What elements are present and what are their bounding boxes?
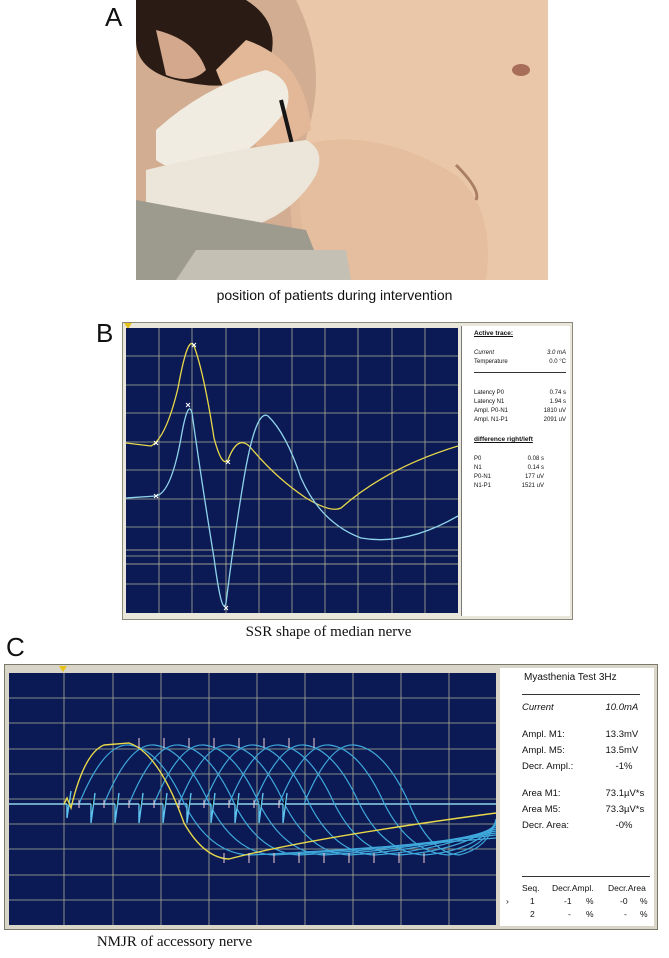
b-current-value: 3.0 mA: [546, 350, 566, 356]
b-ampl-p0n1-label: Ampl. P0-N1: [474, 408, 509, 414]
c-area-m1-label: Area M1:: [522, 788, 561, 799]
b-diff-n1-value: 0.14 s: [527, 465, 544, 471]
c-ampl-m5-unit: mV: [624, 745, 639, 756]
c-decr-area-value: -0: [615, 820, 624, 831]
c-row2-ampl-unit: %: [586, 909, 594, 919]
active-trace-heading: Active trace:: [474, 330, 514, 337]
c-area-m5-unit: µV*s: [624, 804, 645, 815]
c-row1-ampl-unit: %: [586, 896, 594, 906]
panel-c-marker-icon: [59, 666, 67, 672]
c-ampl-m5-label: Ampl. M5:: [522, 745, 565, 756]
panel-b-letter: B: [96, 318, 114, 348]
c-divider: [522, 694, 640, 695]
b-temperature-value: 0.0 °C: [549, 359, 566, 365]
panel-b-traces: [126, 328, 458, 613]
b-current-label: Current: [474, 350, 495, 356]
c-decr-ampl-value: -1: [615, 761, 624, 772]
c-current-value: 10.0: [605, 702, 624, 713]
b-ampl-n1p1-label: Ampl. N1-P1: [474, 417, 509, 423]
b-latency-p0-label: Latency P0: [474, 390, 505, 396]
c-row1-area: -0: [620, 896, 628, 906]
selected-row-marker-icon: ›: [506, 896, 509, 906]
c-ampl-m1-value: 13.3: [605, 729, 624, 740]
b-diff-n1p1-label: N1-P1: [474, 483, 492, 489]
c-row1-ampl: -1: [564, 896, 572, 906]
b-latency-n1-label: Latency N1: [474, 399, 505, 405]
c-area-m5-value: 73.3: [605, 804, 624, 815]
c-ampl-m1-unit: mV: [624, 729, 639, 740]
b-diff-n1p1-value: 1521 uV: [521, 483, 544, 489]
panel-c-caption: NMJR of accessory nerve: [96, 934, 253, 950]
b-latency-n1-value: 1.94 s: [549, 399, 566, 405]
c-decr-area-label: Decr. Area:: [522, 820, 569, 831]
b-divider: [474, 372, 566, 373]
c-area-m1-unit: µV*s: [624, 788, 645, 799]
c-seq-divider: [522, 876, 650, 877]
c-decr-area-header: Decr.Area: [608, 883, 646, 893]
c-decr-area-unit: %: [624, 820, 633, 831]
c-row2-area: -: [624, 909, 627, 919]
c-decr-ampl-unit: %: [624, 761, 633, 772]
b-diff-p0-label: P0: [474, 456, 482, 462]
b-temperature-label: Temperature: [474, 359, 508, 365]
c-area-m1-value: 73.1: [605, 788, 624, 799]
b-diff-p0-value: 0.08 s: [527, 456, 544, 462]
panel-c-info-panel: [500, 668, 654, 926]
panel-c-oscilloscope: [9, 673, 496, 925]
c-seq-header: Seq.: [522, 883, 540, 893]
panel-b-oscilloscope: [126, 328, 458, 613]
c-current-label: Current: [522, 702, 554, 713]
c-area-m5-label: Area M5:: [522, 804, 561, 815]
c-row2-ampl: -: [568, 909, 571, 919]
c-test-title: Myasthenia Test 3Hz: [524, 672, 617, 683]
c-decr-ampl-label: Decr. Ampl.:: [522, 761, 574, 772]
panel-c-letter: C: [6, 632, 25, 662]
c-row2-area-unit: %: [640, 909, 648, 919]
b-ampl-p0n1-value: 1810 uV: [543, 408, 566, 414]
panel-a-letter: A: [105, 2, 123, 32]
c-ampl-m1-label: Ampl. M1:: [522, 729, 565, 740]
panel-b-caption: SSR shape of median nerve: [245, 624, 412, 640]
b-latency-p0-value: 0.74 s: [549, 390, 566, 396]
difference-heading: difference right/left: [474, 436, 533, 443]
patient-photo-illustration: [136, 0, 548, 280]
c-row2-seq: 2: [530, 909, 535, 919]
c-ampl-m5-value: 13.5: [605, 745, 624, 756]
c-row1-seq: 1: [530, 896, 535, 906]
b-diff-p0n1-value: 177 uV: [524, 474, 544, 480]
panel-b-info-panel: [461, 326, 570, 616]
b-diff-n1-label: N1: [474, 465, 482, 471]
c-row1-area-unit: %: [640, 896, 648, 906]
c-decr-ampl-header: Decr.Ampl.: [552, 883, 594, 893]
b-diff-p0n1-label: P0-N1: [474, 474, 492, 480]
patient-photo: [136, 0, 548, 280]
panel-a-caption: position of patients during intervention: [216, 287, 453, 303]
b-ampl-n1p1-value: 2091 uV: [543, 417, 566, 423]
panel-c-traces: [9, 673, 496, 925]
c-current-unit: mA: [624, 702, 639, 713]
